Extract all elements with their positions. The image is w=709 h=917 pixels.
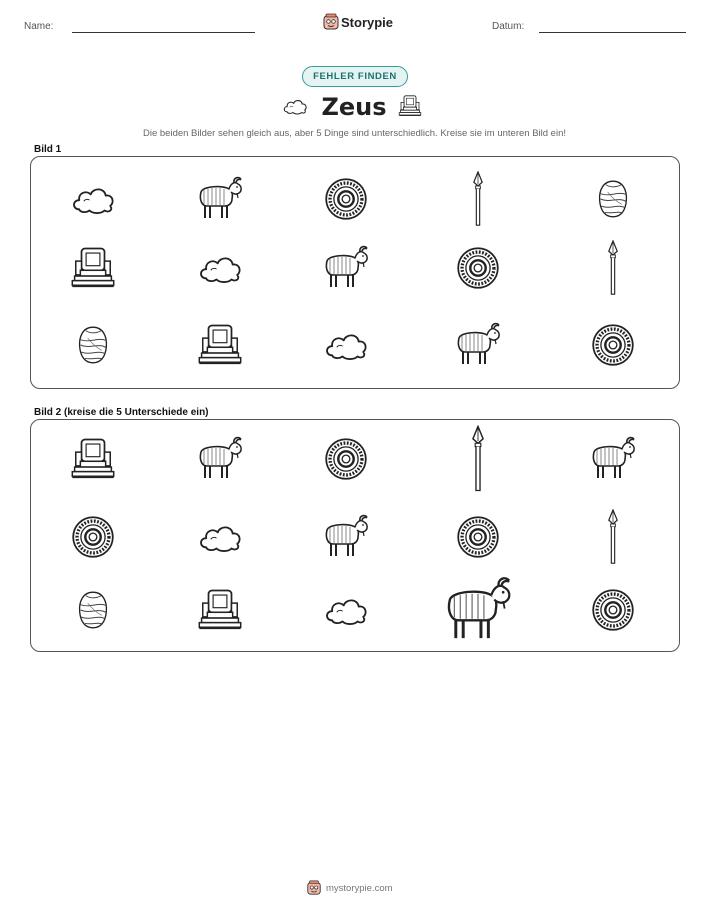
name-label: Name:: [24, 21, 54, 32]
activity-badge: FEHLER FINDEN: [302, 66, 408, 87]
fleece-icon: [77, 322, 109, 368]
date-label: Datum:: [492, 21, 525, 32]
goat-icon[interactable]: [321, 513, 371, 561]
cloud-icon: [323, 327, 369, 363]
spear-icon[interactable]: [469, 421, 487, 497]
cloud-icon[interactable]: [197, 519, 243, 555]
shield-icon: [324, 177, 368, 221]
page-title: Zeus: [321, 93, 387, 121]
shield-icon: [591, 323, 635, 367]
instructions: Die beiden Bilder sehen gleich aus, aber 5 Dinge sind unterschiedlich. Kreise sie im unteren Bild ein!: [143, 128, 566, 139]
shield-icon[interactable]: [324, 437, 368, 481]
goat-icon[interactable]: [441, 575, 515, 645]
goat-icon[interactable]: [195, 435, 245, 483]
cloud-icon: [197, 250, 243, 286]
spear-icon: [605, 240, 621, 296]
spear-icon[interactable]: [605, 509, 621, 565]
cloud-icon: [70, 181, 116, 217]
picture2-label: Bild 2 (kreise die 5 Unterschiede ein): [34, 407, 209, 418]
throne-icon[interactable]: [196, 587, 244, 633]
spear-icon: [470, 171, 486, 227]
footer-url[interactable]: mystorypie.com: [326, 883, 393, 894]
goat-icon: [453, 321, 503, 369]
storypie-logo-icon: [322, 13, 340, 31]
goat-icon: [195, 175, 245, 223]
throne-icon: [398, 93, 422, 119]
fleece-icon[interactable]: [77, 587, 109, 633]
cloud-icon: [282, 96, 308, 116]
brand-name: Storypie: [341, 15, 394, 30]
shield-icon[interactable]: [591, 588, 635, 632]
shield-icon[interactable]: [71, 515, 115, 559]
name-field[interactable]: [72, 32, 255, 33]
cloud-icon[interactable]: [323, 592, 369, 628]
shield-icon[interactable]: [456, 515, 500, 559]
goat-icon[interactable]: [588, 435, 638, 483]
date-field[interactable]: [539, 32, 686, 33]
picture1-label: Bild 1: [34, 144, 62, 155]
goat-icon: [321, 244, 371, 292]
throne-icon: [196, 322, 244, 368]
shield-icon: [456, 246, 500, 290]
throne-icon[interactable]: [69, 436, 117, 482]
storypie-logo-icon: [306, 880, 322, 896]
throne-icon: [69, 245, 117, 291]
fleece-icon: [597, 176, 629, 222]
